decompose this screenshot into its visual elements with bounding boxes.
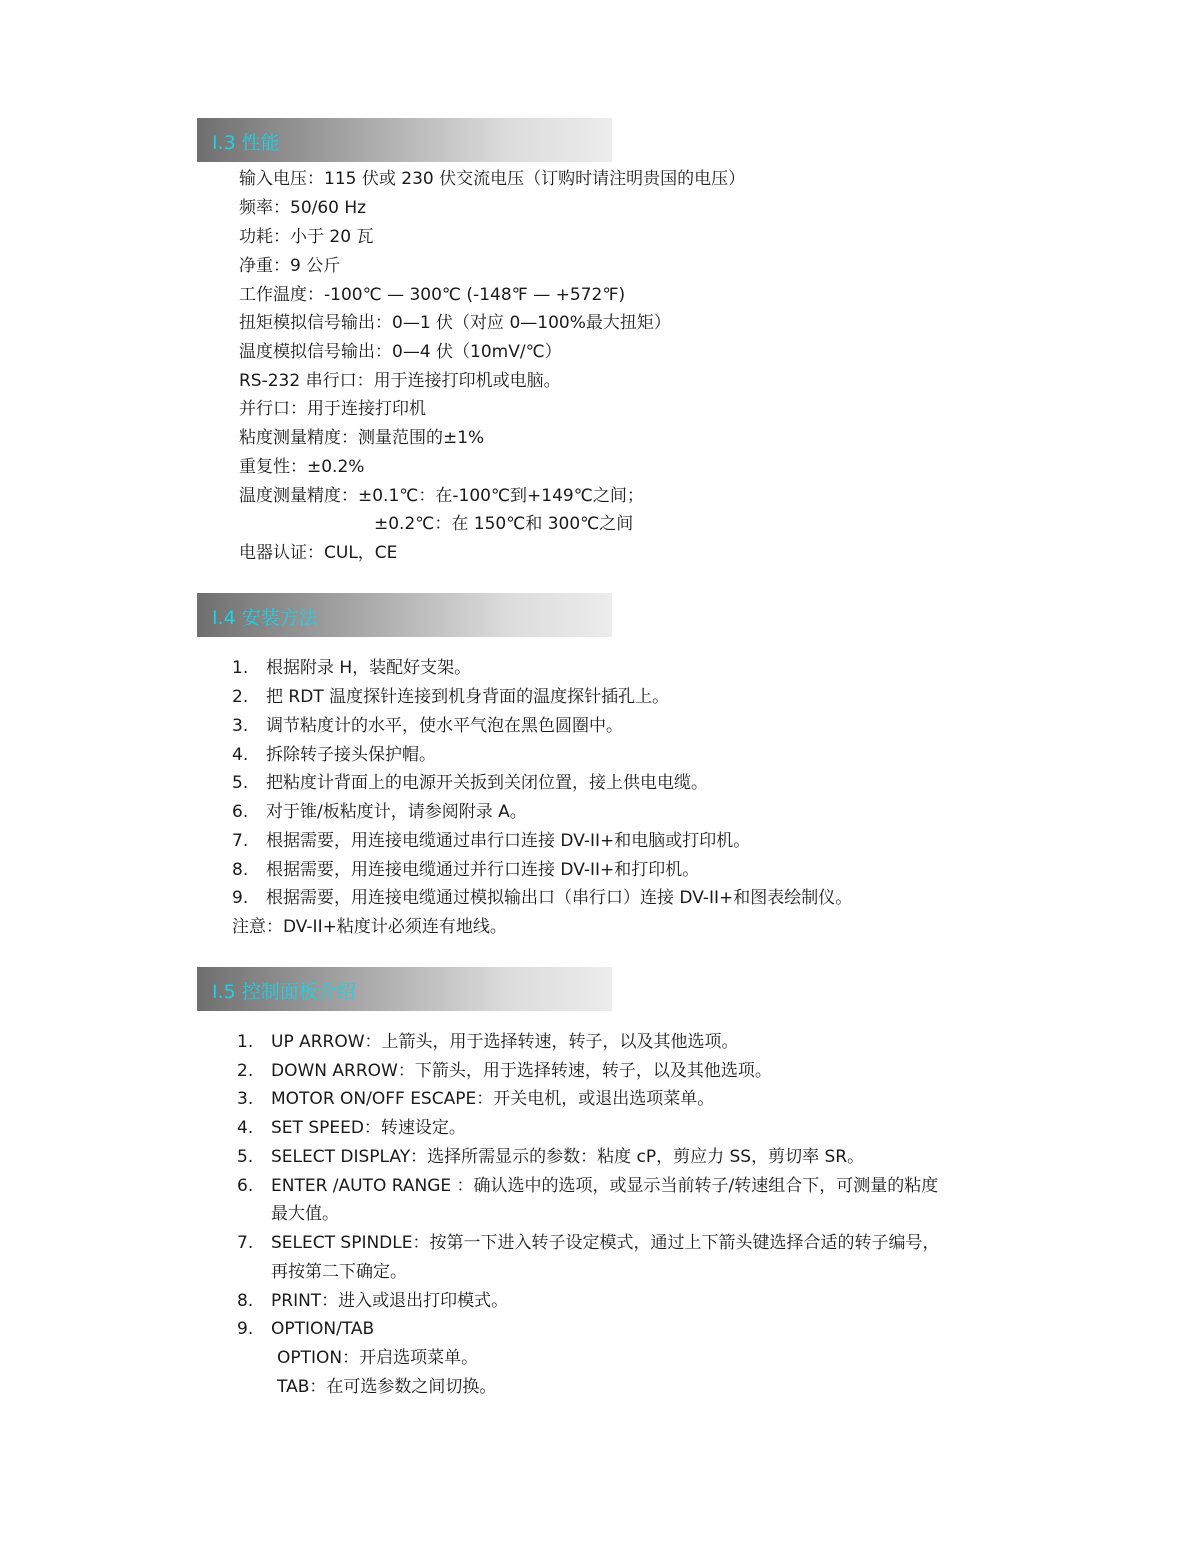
list-item-continuation: 最大值。 [271, 1204, 339, 1224]
list-item: 拆除转子接头保护帽。 [266, 745, 436, 765]
sub-item: OPTION：开启选项菜单。 [277, 1348, 479, 1368]
list-item: 根据需要，用连接电缆通过模拟输出口（串行口）连接 DV-II+和图表绘制仪。 [266, 888, 853, 908]
spec-line: 频率：50/60 Hz [239, 198, 367, 218]
list-number: 3. [232, 716, 249, 736]
spec-line: 并行口：用于连接打印机 [239, 399, 426, 419]
list-item: DOWN ARROW：下箭头，用于选择转速，转子，以及其他选项。 [271, 1061, 772, 1081]
spec-line: RS-232 串行口：用于连接打印机或电脑。 [239, 371, 561, 391]
spec-line: 温度测量精度：±0.1℃：在-100℃到+149℃之间； [239, 486, 644, 506]
list-item: PRINT：进入或退出打印模式。 [271, 1291, 509, 1311]
list-number: 2. [237, 1061, 254, 1081]
spec-line: 净重：9 公斤 [239, 256, 341, 276]
list-number: 8. [232, 860, 249, 880]
section-heading-control-panel [197, 967, 612, 1011]
section-title: I.3 性能 [212, 132, 280, 154]
list-number: 5. [237, 1147, 254, 1167]
list-item: SELECT SPINDLE：按第一下进入转子设定模式，通过上下箭头键选择合适的转子编号， [271, 1233, 940, 1253]
list-number: 8. [237, 1291, 254, 1311]
spec-line: 粘度测量精度：测量范围的±1% [239, 428, 485, 448]
list-number: 6. [237, 1176, 254, 1196]
list-item: SET SPEED：转速设定。 [271, 1118, 466, 1138]
list-number: 9. [237, 1319, 254, 1339]
list-item: ENTER /AUTO RANGE ：确认选中的选项，或显示当前转子/转速组合下，可测量的粘度 [271, 1176, 939, 1196]
section-title: I.5 控制面板介绍 [212, 981, 356, 1003]
spec-line: 工作温度：-100℃ — 300℃ (-148℉ — +572℉) [239, 285, 626, 305]
list-item: MOTOR ON/OFF ESCAPE：开关电机，或退出选项菜单。 [271, 1089, 715, 1109]
spec-line: 电器认证：CUL，CE [239, 543, 398, 563]
sub-item: TAB：在可选参数之间切换。 [277, 1377, 497, 1397]
list-number: 5. [232, 773, 249, 793]
spec-line: 输入电压：115 伏或 230 伏交流电压（订购时请注明贵国的电压） [239, 169, 746, 189]
list-number: 1. [232, 658, 249, 678]
list-item: UP ARROW：上箭头，用于选择转速，转子，以及其他选项。 [271, 1032, 739, 1052]
section-title: I.4 安装方法 [212, 607, 318, 629]
list-number: 2. [232, 687, 249, 707]
spec-line: 功耗：小于 20 瓦 [239, 227, 374, 247]
list-number: 7. [232, 831, 249, 851]
spec-line: 重复性：±0.2% [239, 457, 365, 477]
list-item-continuation: 再按第二下确定。 [271, 1262, 407, 1282]
list-number: 3. [237, 1089, 254, 1109]
section-heading-performance [197, 118, 612, 162]
installation-note: 注意：DV-II+粘度计必须连有地线。 [232, 917, 507, 937]
list-item: 把 RDT 温度探针连接到机身背面的温度探针插孔上。 [266, 687, 670, 707]
list-number: 9. [232, 888, 249, 908]
list-number: 4. [237, 1118, 254, 1138]
spec-line: 扭矩模拟信号输出：0—1 伏（对应 0—100%最大扭矩） [239, 313, 671, 333]
list-item: 对于锥/板粘度计，请参阅附录 A。 [266, 802, 527, 822]
list-item: 把粘度计背面上的电源开关扳到关闭位置，接上供电电缆。 [266, 773, 708, 793]
list-item: 根据需要，用连接电缆通过并行口连接 DV-II+和打印机。 [266, 860, 700, 880]
list-number: 6. [232, 802, 249, 822]
list-item: 根据附录 H，装配好支架。 [266, 658, 472, 678]
spec-line: 温度模拟信号输出：0—4 伏（10mV/℃） [239, 342, 562, 362]
list-item: SELECT DISPLAY：选择所需显示的参数：粘度 cP，剪应力 SS，剪切率 SR。 [271, 1147, 865, 1167]
list-number: 4. [232, 745, 249, 765]
list-item: 根据需要，用连接电缆通过串行口连接 DV-II+和电脑或打印机。 [266, 831, 751, 851]
list-item: OPTION/TAB [271, 1319, 375, 1339]
spec-line-continuation: ±0.2℃：在 150℃和 300℃之间 [374, 514, 634, 534]
list-number: 1. [237, 1032, 254, 1052]
list-item: 调节粘度计的水平，使水平气泡在黑色圆圈中。 [266, 716, 623, 736]
list-number: 7. [237, 1233, 254, 1253]
section-heading-installation [197, 593, 612, 637]
